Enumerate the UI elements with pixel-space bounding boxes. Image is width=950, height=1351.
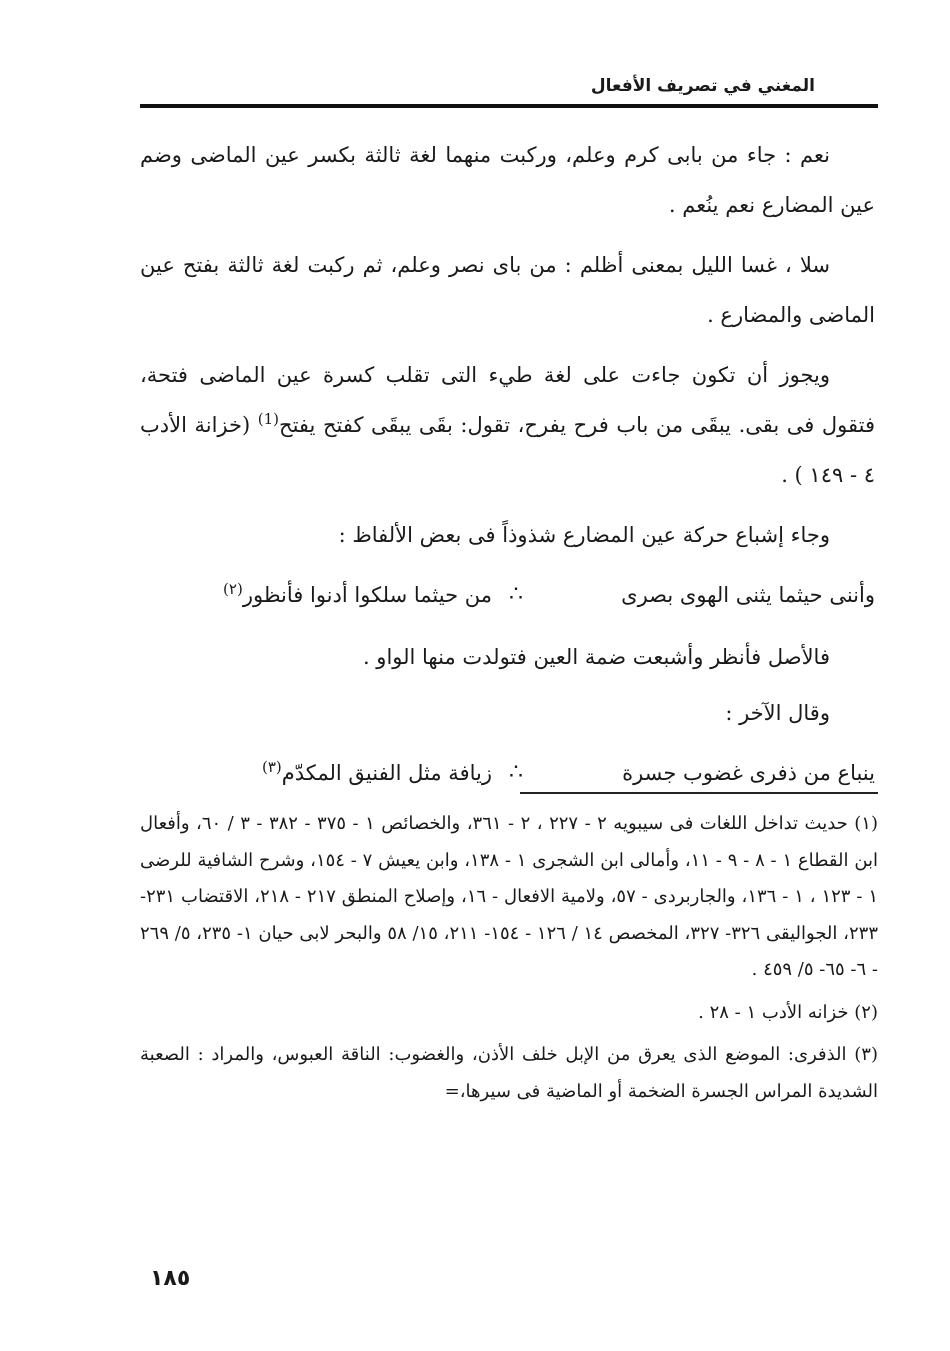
header-rule xyxy=(140,104,878,108)
verse-1-separator: ∴ xyxy=(509,582,523,607)
paragraph-6: وقال الآخر : xyxy=(725,701,830,725)
verse-1-second-text: من حيثما سلكوا أدنوا فأنظور xyxy=(242,583,492,607)
running-header: المغني في تصريف الأفعال xyxy=(590,76,815,96)
footnote-rule xyxy=(520,792,878,794)
verse-2-second-text: زيافة مثل الفنيق المكدّم xyxy=(281,761,492,785)
footnote-ref-2: (٢) xyxy=(223,580,243,598)
paragraph-3-tail: (خزانة الأدب ٤ - ١٤٩ ) . xyxy=(140,413,875,487)
paragraph-3-text: ويجوز أن تكون جاءت على لغة طيء التى تقلب كسرة عين الماضى فتحة، فتقول فى بقى. يبقَى من باب فرح يفرح، تقول: بقَى يبقَى كفتح يفتح xyxy=(140,363,876,437)
body-text xyxy=(140,130,875,810)
paragraph-5: فالأصل فأنظر وأشبعت ضمة العين فتولدت منها الواو . xyxy=(362,645,830,669)
footnote-2: (٢) خزانه الأدب ١ - ٢٨ . xyxy=(698,1001,878,1023)
verse-1-second-hemistich xyxy=(152,570,492,620)
verse-2-second-hemistich xyxy=(152,748,492,798)
footnotes xyxy=(140,806,878,1116)
verse-1 xyxy=(140,566,875,624)
page-number: ١٨٥ xyxy=(150,1266,191,1291)
footnote-3: (٣) الذفرى: الموضع الذى يعرق من الإبل خلف الأذن، والغضوب: الناقة العبوس، والمراد : الصعبة الشديدة المراس الجسرة الضخمة أو الماضية فى سيرها،= xyxy=(140,1044,878,1102)
paragraph-1: نعم : جاء من بابى كرم وعلم، وركبت منهما لغة ثالثة بكسر عين الماضى وضم عين المضارع نعم ينُعم . xyxy=(140,143,875,217)
footnote-1: (١) حديث تداخل اللغات فى سيبويه ٢ - ٢٢٧ ، ٢ - ٣٦١، والخصائص ١ - ٣٧٥ - ٣٨٢ - ٣ / ٦٠، وأفعال ابن القطاع ١ - ٨ - ٩ - ١١، وأمالى ابن الشجرى ١ - ١٣٨، وابن يعيش ٧ - ١٥٤، وشرح الشافية للرضى ١ - ١٢٣ ، ١ - ١٣٦، والجاربردى - ٥٧، ولامية الافعال - ١٦، وإصلاح المنطق ٢١٧ - ٢١٨، الاقتضاب ٢٣١- ٢٣٣، الجواليقى ٣٢٦- ٣٢٧، المخصص ١٤ / ١٢٦ - ١٥٤- ٢١١، ١٥/ ٥٨ والبحر لابى حيان ١- ٢٣٥، ٥/ ٢٦٩ - ٦- ٦٥- ٥/ ٤٥٩ . xyxy=(140,813,879,980)
paragraph-4: وجاء إشباع حركة عين المضارع شذوذاً فى بعض الألفاظ : xyxy=(338,523,830,547)
footnote-ref-1: (1) xyxy=(257,410,280,428)
verse-1-first-hemistich: وأننى حيثما يثنى الهوى بصرى xyxy=(621,583,875,607)
paragraph-3 xyxy=(140,350,875,500)
verse-2-first-hemistich: ينباع من ذفرى غضوب جسرة xyxy=(622,761,875,785)
verse-2-separator: ∴ xyxy=(509,760,523,785)
footnote-ref-3: (٣) xyxy=(261,758,282,776)
paragraph-2: سلا ، غسا الليل بمعنى أظلم : من باى نصر وعلم، ثم ركبت لغة ثالثة بفتح عين الماضى والمضارع . xyxy=(140,253,875,327)
